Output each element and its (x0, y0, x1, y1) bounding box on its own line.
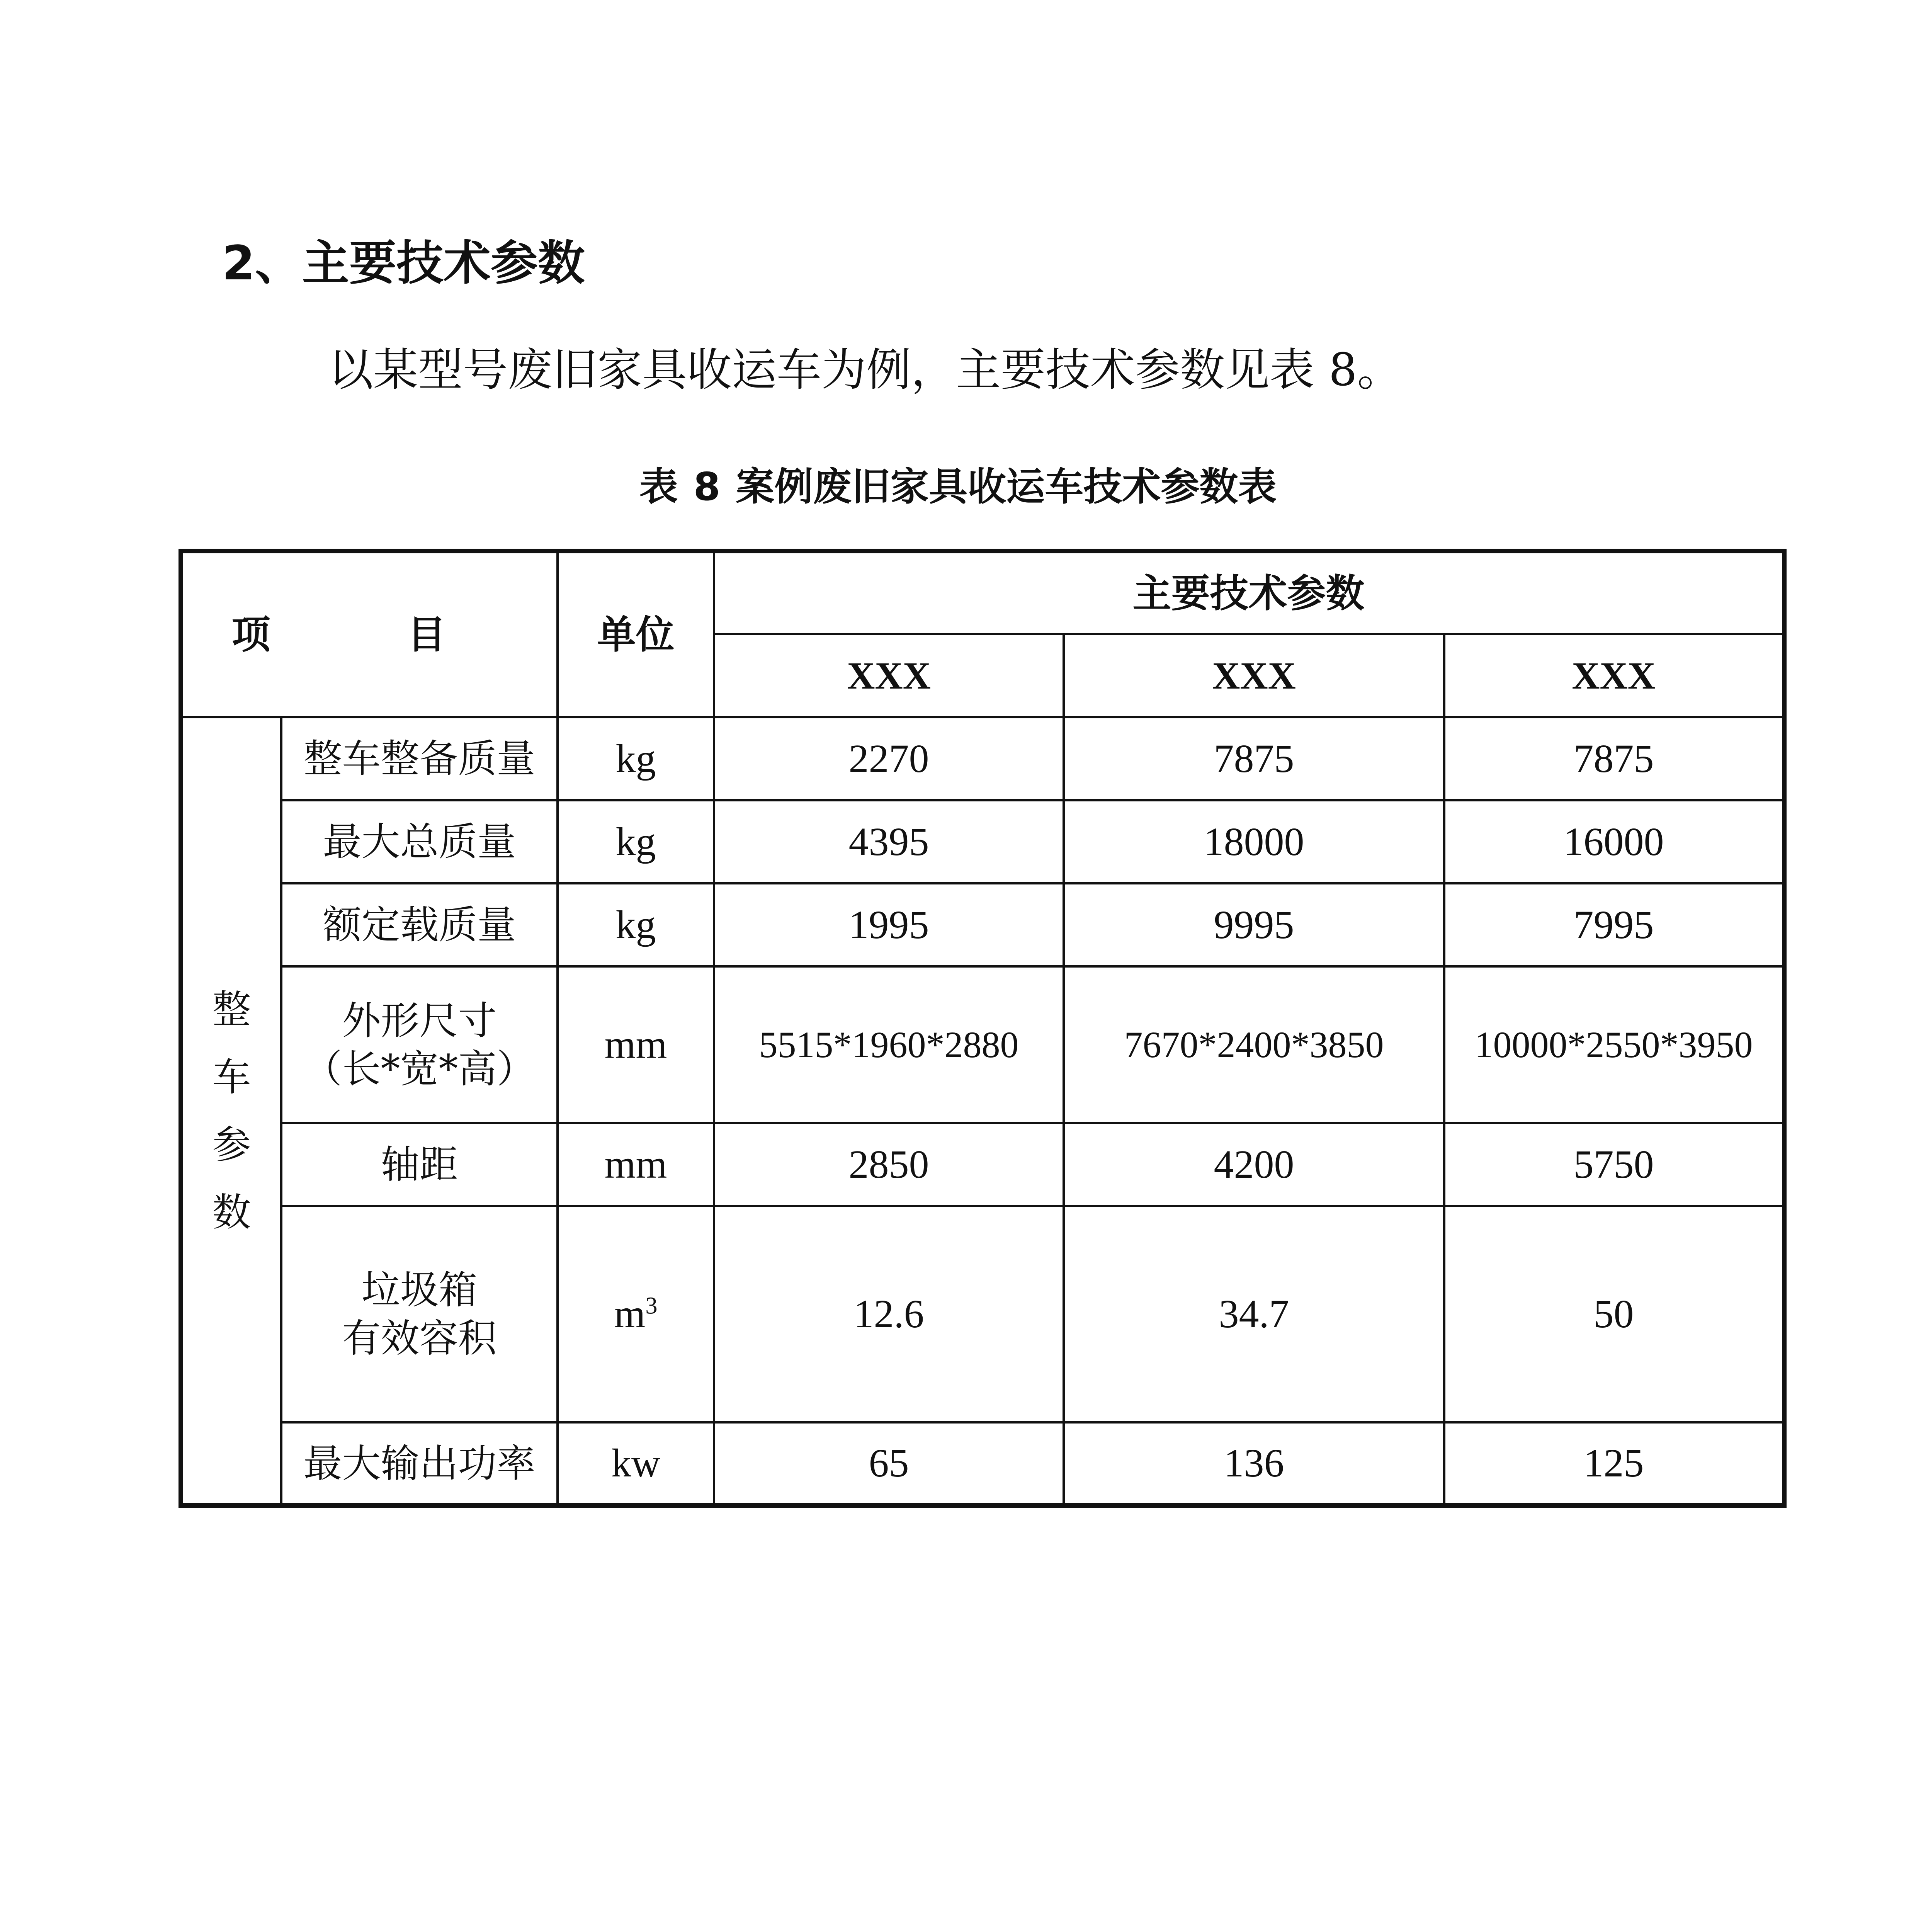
value-cell: 125 (1444, 1422, 1784, 1505)
param-name (281, 966, 558, 1123)
param-name: 整车整备质量 (281, 717, 558, 800)
param-name: 轴距 (281, 1123, 558, 1206)
param-name-line: （长*宽*高） (303, 1046, 536, 1092)
caption-label: 表 (639, 464, 678, 509)
value-cell: 16000 (1444, 800, 1784, 883)
value-cell: 7670*2400*3850 (1064, 966, 1444, 1123)
row-group-char: 车 (212, 1054, 251, 1100)
model-header-2: XXX (1064, 634, 1444, 717)
section-heading: 2、主要技术参数 (222, 236, 585, 291)
value-cell: 1995 (714, 883, 1064, 966)
table-row (181, 1123, 1784, 1206)
value-cell: 7875 (1064, 717, 1444, 800)
value-cell: 7995 (1444, 883, 1784, 966)
intro-paragraph: 以某型号废旧家具收运车为例，主要技术参数见表 8。 (328, 344, 1402, 396)
header-item: 项 目 (231, 612, 508, 657)
table-row (181, 717, 1784, 800)
value-cell: 7875 (1444, 717, 1784, 800)
param-name-line: 有效容积 (342, 1316, 497, 1361)
value-cell: 9995 (1064, 883, 1444, 966)
value-cell: 5750 (1444, 1123, 1784, 1206)
unit-base: m (614, 1292, 646, 1336)
row-group-char: 整 (212, 986, 251, 1032)
table-row (181, 883, 1784, 966)
param-name: 额定载质量 (281, 883, 558, 966)
value-cell: 65 (714, 1422, 1064, 1505)
header-item-cell (181, 551, 558, 717)
table-header-row (181, 551, 1784, 634)
value-cell: 18000 (1064, 800, 1444, 883)
row-group-label (181, 717, 281, 1505)
value-cell: 12.6 (714, 1206, 1064, 1422)
value-cell: 136 (1064, 1422, 1444, 1505)
param-unit: mm (558, 1123, 714, 1206)
model-header-3: XXX (1444, 634, 1784, 717)
header-unit: 单位 (558, 551, 714, 717)
value-cell: 5515*1960*2880 (714, 966, 1064, 1123)
table-caption (0, 464, 1916, 509)
value-cell: 50 (1444, 1206, 1784, 1422)
value-cell: 4395 (714, 800, 1064, 883)
param-unit: kg (558, 883, 714, 966)
spec-table (179, 549, 1787, 1508)
table-row (181, 800, 1784, 883)
value-cell: 4200 (1064, 1123, 1444, 1206)
caption-number: 8 (693, 464, 721, 509)
table-row (181, 966, 1784, 1123)
param-name (281, 1206, 558, 1422)
caption-title: 案例废旧家具收运车技术参数表 (736, 464, 1277, 509)
table-row (181, 1422, 1784, 1505)
model-header-1: XXX (714, 634, 1064, 717)
param-unit: kg (558, 800, 714, 883)
param-name: 最大总质量 (281, 800, 558, 883)
param-name-line: 垃圾箱 (361, 1267, 478, 1313)
param-unit: kw (558, 1422, 714, 1505)
value-cell: 2270 (714, 717, 1064, 800)
value-cell: 34.7 (1064, 1206, 1444, 1422)
param-name: 最大输出功率 (281, 1422, 558, 1505)
unit-superscript: 3 (645, 1292, 658, 1319)
row-group-char: 参 (212, 1122, 251, 1167)
value-cell: 10000*2550*3950 (1444, 966, 1784, 1123)
param-unit: mm (558, 966, 714, 1123)
param-unit: kg (558, 717, 714, 800)
header-group: 主要技术参数 (714, 551, 1784, 634)
table-row (181, 1206, 1784, 1422)
value-cell: 2850 (714, 1123, 1064, 1206)
param-name-line: 外形尺寸 (342, 998, 497, 1043)
row-group-char: 数 (212, 1189, 251, 1235)
param-unit (558, 1206, 714, 1422)
